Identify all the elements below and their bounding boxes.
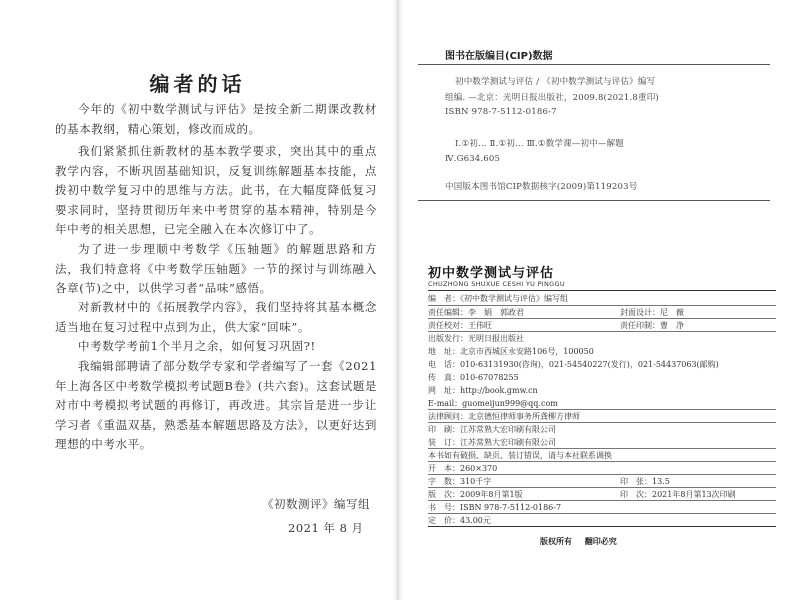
- info-print-sheets: 印 张：13.5: [620, 477, 670, 486]
- info-impression: 印 次：2021年8月第13次印刷: [620, 490, 736, 499]
- info-proofreader: 责任校对：王伟旺: [428, 321, 492, 330]
- row-rule: [428, 500, 776, 501]
- info-edition: 版 次：2009年8月第1版: [428, 490, 523, 499]
- info-printer: 印 刷：江苏常熟大宏印刷有限公司: [428, 425, 556, 434]
- cip-line-6: 中国版本图书馆CIP数据核字(2009)第119203号: [445, 182, 638, 192]
- book-spine-fold: [392, 0, 404, 600]
- cip-line-5: Ⅳ.G634.605: [445, 154, 501, 164]
- row-rule: [428, 422, 776, 423]
- colophon-bottom-rule: [428, 526, 776, 527]
- info-fax: 传 真：010-67078255: [428, 373, 519, 382]
- book-title: 初中数学测试与评估: [428, 266, 555, 281]
- cip-line-4: Ⅰ.①初… Ⅱ.①初… Ⅲ.①数学课—初中—解题: [455, 139, 625, 149]
- cip-line-2: 组编. —北京：光明日报出版社，2009.8(2021.8重印): [445, 93, 659, 103]
- cip-line-1: 初中数学测试与评估 / 《初中数学测试与评估》编写: [455, 77, 656, 87]
- cip-bottom-rule: [418, 200, 770, 201]
- preface-paragraph-4: 对新教材中的《拓展教学内容》，我们坚持将其基本概念适当地在复习过程中点到为止，供大家“回味”。: [55, 300, 377, 334]
- row-rule: [428, 474, 776, 475]
- info-binder: 装 订：江苏常熟大宏印刷有限公司: [428, 438, 556, 447]
- info-website: 网 址：http://book.gmw.cn: [428, 386, 538, 395]
- info-address: 地 址：北京市西城区永安路106号，100050: [428, 347, 594, 356]
- preface-paragraph-3: 为了进一步理顺中考数学《压轴题》的解题思路和方法，我们特意将《中考数学压轴题》一节的探讨与训练融入各章(节)之中，以供学习者“品味”感悟。: [55, 242, 377, 295]
- row-rule: [428, 318, 776, 319]
- preface-date: 2021 年 8 月: [288, 521, 364, 535]
- row-rule: [428, 331, 776, 332]
- preface-paragraph-5: 中考数学考前1个半月之余，如何复习巩固?!: [78, 339, 316, 353]
- info-printing-manager: 责任印制：曹 净: [620, 321, 684, 330]
- preface-paragraph-6: 我编辑部聘请了部分数学专家和学者编写了一套《2021年上海各区中考数学模拟考试题B卷》(共六套)。这套试题是对市中考模拟考试题的再修订，再改进。其宗旨是进一步让学习者《重温双基，熟悉基本解题思路及方法》，以更好达到理想的中考水平。: [55, 359, 377, 451]
- row-rule: [428, 487, 776, 488]
- info-phone: 电 话：010-63131930(咨询)，021-54540227(发行)，021-54437063(邮购): [428, 360, 719, 369]
- info-email: E-mail：guomeijun999@qq.com: [428, 399, 558, 408]
- info-publisher: 出版发行：光明日报出版社: [428, 334, 524, 343]
- info-editor: 编 者：《初中数学测试与评估》编写组: [428, 294, 568, 303]
- info-format: 开 本：260×370: [428, 464, 498, 473]
- row-rule: [428, 513, 776, 514]
- cip-line-3: ISBN 978-7-5112-0186-7: [445, 107, 557, 117]
- info-word-count: 字 数：310千字: [428, 477, 492, 486]
- preface-paragraph-1: 今年的《初中数学测试与评估》是按全新二期课改教材的基本教纲，精心策划，修改而成的。: [55, 102, 377, 136]
- row-rule: [428, 409, 776, 410]
- info-legal-counsel: 法律顾问：北京德恒律师事务所龚柳方律师: [428, 412, 580, 421]
- row-rule: [428, 461, 776, 462]
- preface-paragraph-2: 我们紧紧抓住新教材的基本教学要求，突出其中的重点教学内容，不断巩固基础知识，反复训练解题基本技能，点拨初中数学复习中的思维与方法。此书，在大幅度降低复习要求同时，坚持贯彻历年来中考贯穿的基本精神，特别是今年中考的相关思想，已完全融入在本次修订中了。: [55, 144, 377, 236]
- cip-top-rule: [418, 64, 770, 65]
- cip-heading: 图书在版编目(CIP)数据: [445, 51, 553, 62]
- row-rule: [428, 448, 776, 449]
- info-isbn: 书 号：ISBN 978-7-5112-0186-7: [428, 503, 562, 512]
- colophon-top-rule: [428, 290, 776, 291]
- info-responsible-editor: 责任编辑：李 娟 郭政君: [428, 308, 524, 317]
- page-title: 编者的话: [149, 72, 246, 96]
- signature: 《初数测评》编写组: [262, 497, 370, 511]
- copyright-notice: 版权所有 翻印必究: [540, 536, 617, 546]
- row-rule: [428, 305, 776, 306]
- info-replacement-notice: 本书如有破损、缺页、装订错误，请与本社联系调换: [428, 451, 612, 460]
- info-price: 定 价：43.00元: [428, 516, 491, 525]
- book-pinyin: CHUZHONG SHUXUE CESHI YU PINGGU: [428, 280, 565, 288]
- info-cover-design: 封面设计：尼 薇: [620, 308, 684, 317]
